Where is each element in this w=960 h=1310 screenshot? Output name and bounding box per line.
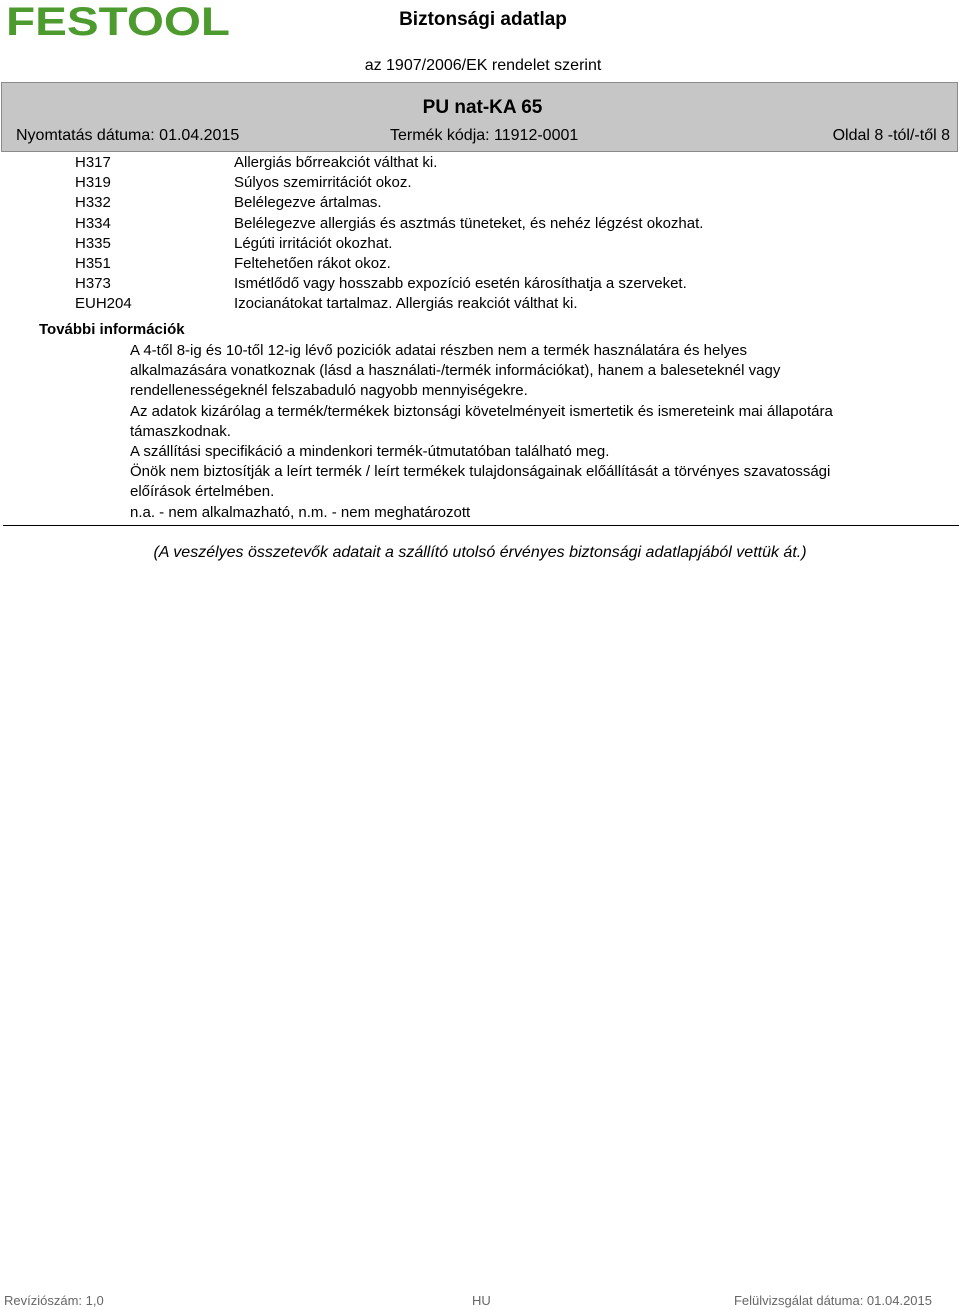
hazard-text: Allergiás bőrreakciót válthat ki. [234,154,438,171]
supplier-footnote: (A veszélyes összetevők adatait a szállító utolsó érvényes biztonsági adatlapjából vettük át.) [153,544,807,561]
hazard-code: H351 [75,254,111,272]
info-paragraph: Az adatok kizárólag a termék/termékek biztonsági követelményeit ismertetik és ismereteink mai állapotára támaszkodnak. [130,402,833,440]
hazard-code: H373 [75,275,111,293]
hazard-text: Izocianátokat tartalmaz. Allergiás reakciót válthat ki. [234,295,578,313]
hazard-statement-row [0,193,960,213]
document-title: Biztonsági adatlap [399,9,567,30]
hazard-code: H317 [75,154,111,171]
logo-wordmark: FESTOOL [6,4,230,38]
info-paragraph: A szállítási specifikáció a mindenkori termék-útmutatóban található meg. [130,443,610,461]
hazard-text: Légúti irritációt okozhat. [234,234,393,252]
hazard-statement-row [0,234,960,254]
hazard-code: H332 [75,194,111,212]
hazard-statement-row [0,294,960,314]
info-paragraph: n.a. - nem alkalmazható, n.m. - nem meghatározott [130,503,471,521]
hazard-statement-row [0,153,960,173]
product-name: PU nat-KA 65 [422,97,543,118]
hazard-code: H335 [75,234,111,252]
hazard-text: Ismétlődő vagy hosszabb expozíció esetén károsíthatja a szerveket. [234,275,687,293]
print-date: Nyomtatás dátuma: 01.04.2015 [16,127,240,144]
product-header-box [1,82,958,152]
review-date: Felülvizsgálat dátuma: 01.04.2015 [733,1293,932,1308]
hazard-code: EUH204 [75,295,132,313]
hazard-statements-list [0,153,960,315]
info-paragraph: Önök nem biztosítják a leírt termék / leírt termékek tulajdonságainak előállítását a törvényes szavatossági előírások értelmében. [130,463,831,501]
hazard-statement-row [0,173,960,193]
hazard-text: Súlyos szemirritációt okoz. [234,174,412,192]
hazard-text: Belélegezve allergiás és asztmás tüneteket, és nehéz légzést okozhat. [234,214,704,232]
further-info-body [130,341,840,523]
document-subtitle: az 1907/2006/EK rendelet szerint [364,57,602,74]
section-divider [3,525,959,526]
product-code: Termék kódja: 11912-0001 [390,127,579,144]
hazard-statement-row [0,274,960,294]
further-info-heading: További információk [39,321,185,338]
page-number: Oldal 8 -tól/-től 8 [832,127,950,144]
revision-number: Revíziószám: 1,0 [4,1293,104,1308]
info-paragraph: A 4-től 8-ig és 10-től 12-ig lévő poziciók adatai részben nem a termék használatára és helyes alkalmazására vonatkoznak (lásd a használati-/termék információkat), hanem a baleseteknél vagy rendellenességeknél felszabaduló nagyobb mennyiségekre. [130,342,781,400]
language-code: HU [472,1293,491,1308]
hazard-statement-row [0,254,960,274]
hazard-code: H319 [75,174,111,192]
hazard-text: Feltehetően rákot okoz. [234,254,391,272]
hazard-text: Belélegezve ártalmas. [234,194,382,212]
hazard-statement-row [0,214,960,234]
hazard-code: H334 [75,214,111,232]
